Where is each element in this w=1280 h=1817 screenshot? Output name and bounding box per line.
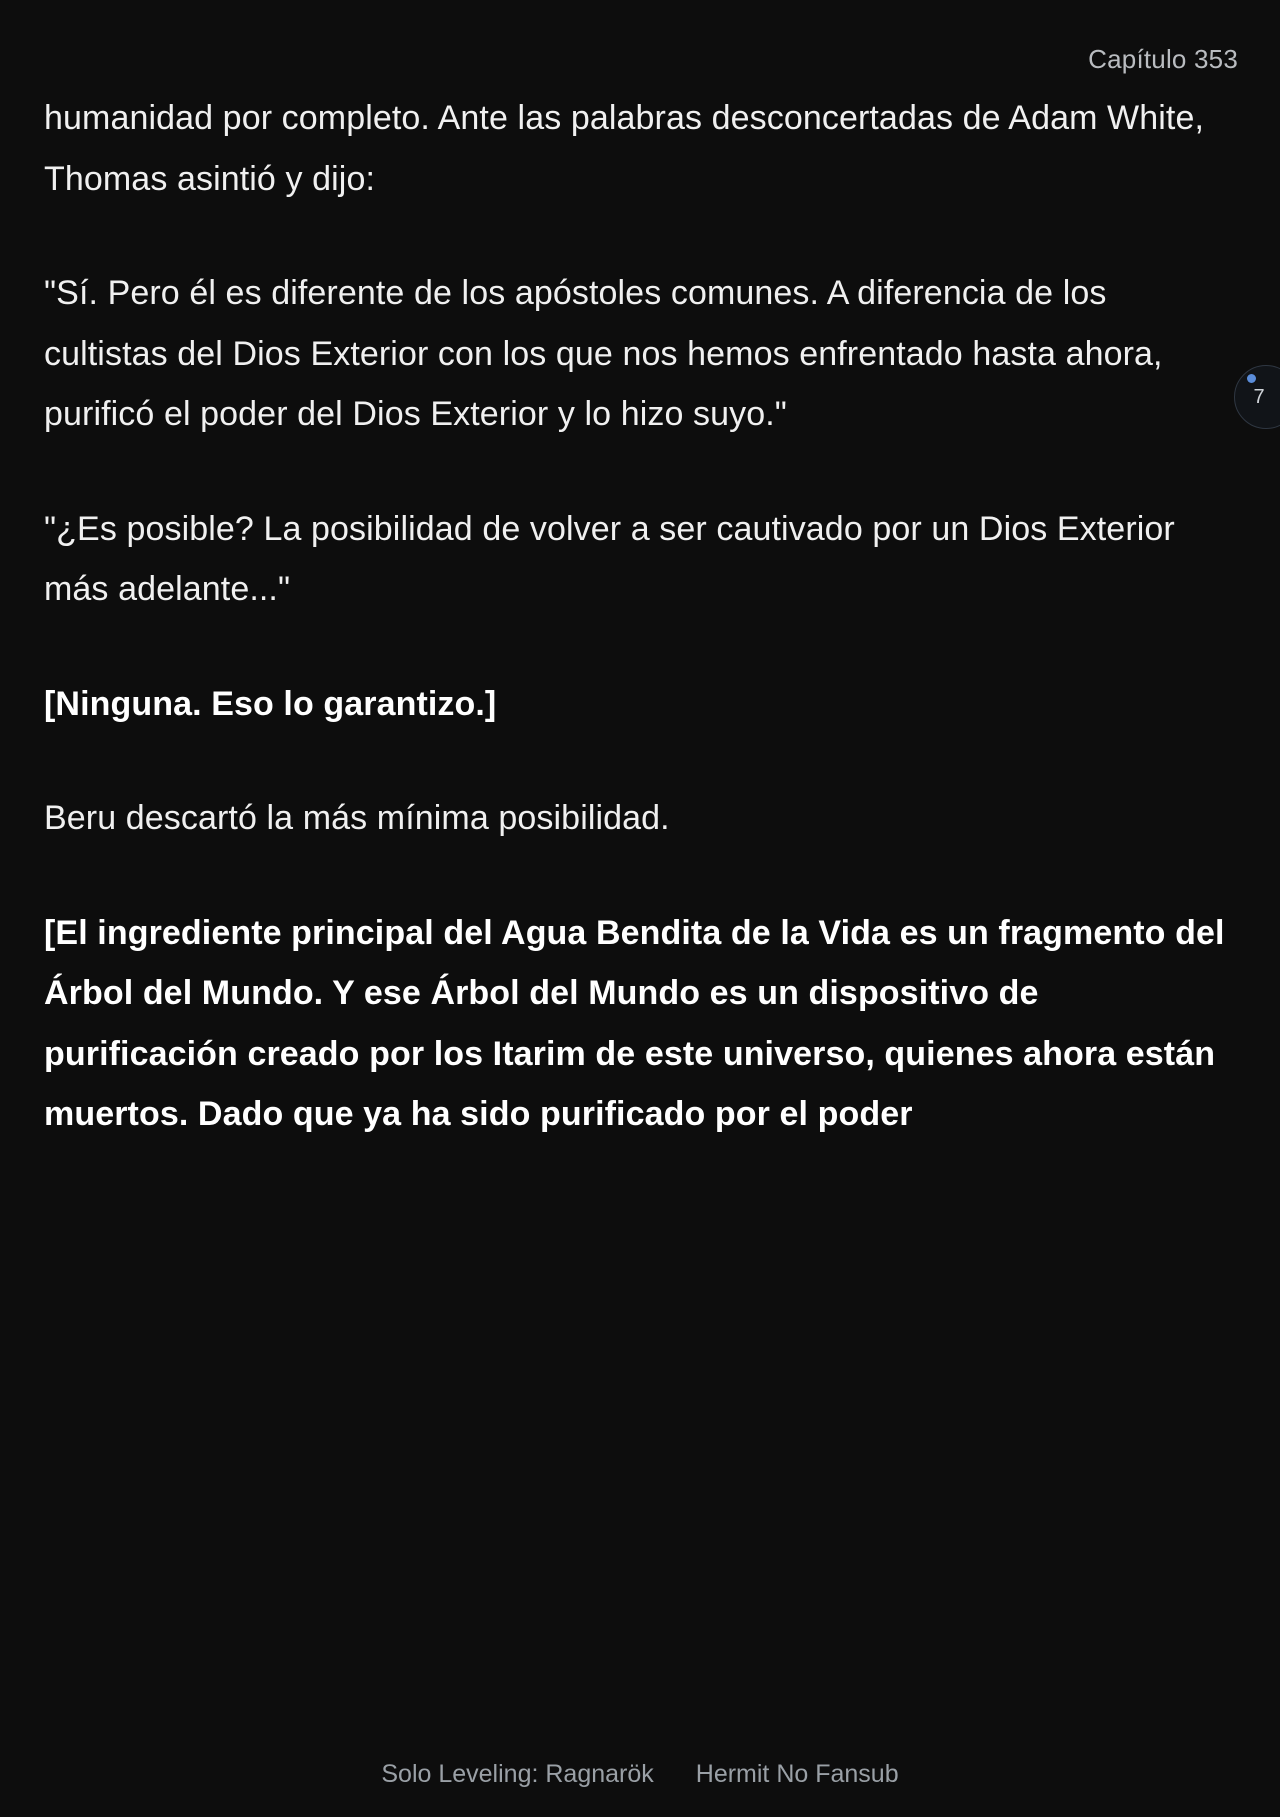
paragraph: [El ingrediente principal del Agua Bendita de la Vida es un fragmento del Árbol del Mundo. Y ese Árbol del Mundo es un dispositivo de purificación creado por los Itarim de este universo, quienes ahora están muertos. Dado que ya ha sido purificado por el poder — [44, 913, 1225, 1134]
fansub-group-name: Hermit No Fansub — [695, 1760, 899, 1788]
paragraph: "Sí. Pero él es diferente de los apóstoles comunes. A diferencia de los cultistas del Dios Exterior con los que nos hemos enfrentado hasta ahora, purificó el poder del Dios Exterior y lo hizo suyo." — [44, 274, 1163, 434]
paragraph: Beru descartó la más mínima posibilidad. — [44, 799, 670, 838]
paragraph: [Ninguna. Eso lo garantizo.] — [44, 684, 497, 723]
notification-dot-icon — [1247, 374, 1256, 383]
page-number-label: 7 — [1253, 385, 1265, 408]
paragraph: humanidad por completo. Ante las palabras desconcertadas de Adam White, Thomas asintió y dijo: — [44, 99, 1205, 198]
paragraph: "¿Es posible? La posibilidad de volver a ser cautivado por un Dios Exterior más adelante..." — [44, 509, 1175, 609]
series-title: Solo Leveling: Ragnarök — [381, 1760, 654, 1788]
footer — [0, 1760, 1280, 1789]
chapter-label: Capítulo 353 — [1088, 44, 1238, 74]
